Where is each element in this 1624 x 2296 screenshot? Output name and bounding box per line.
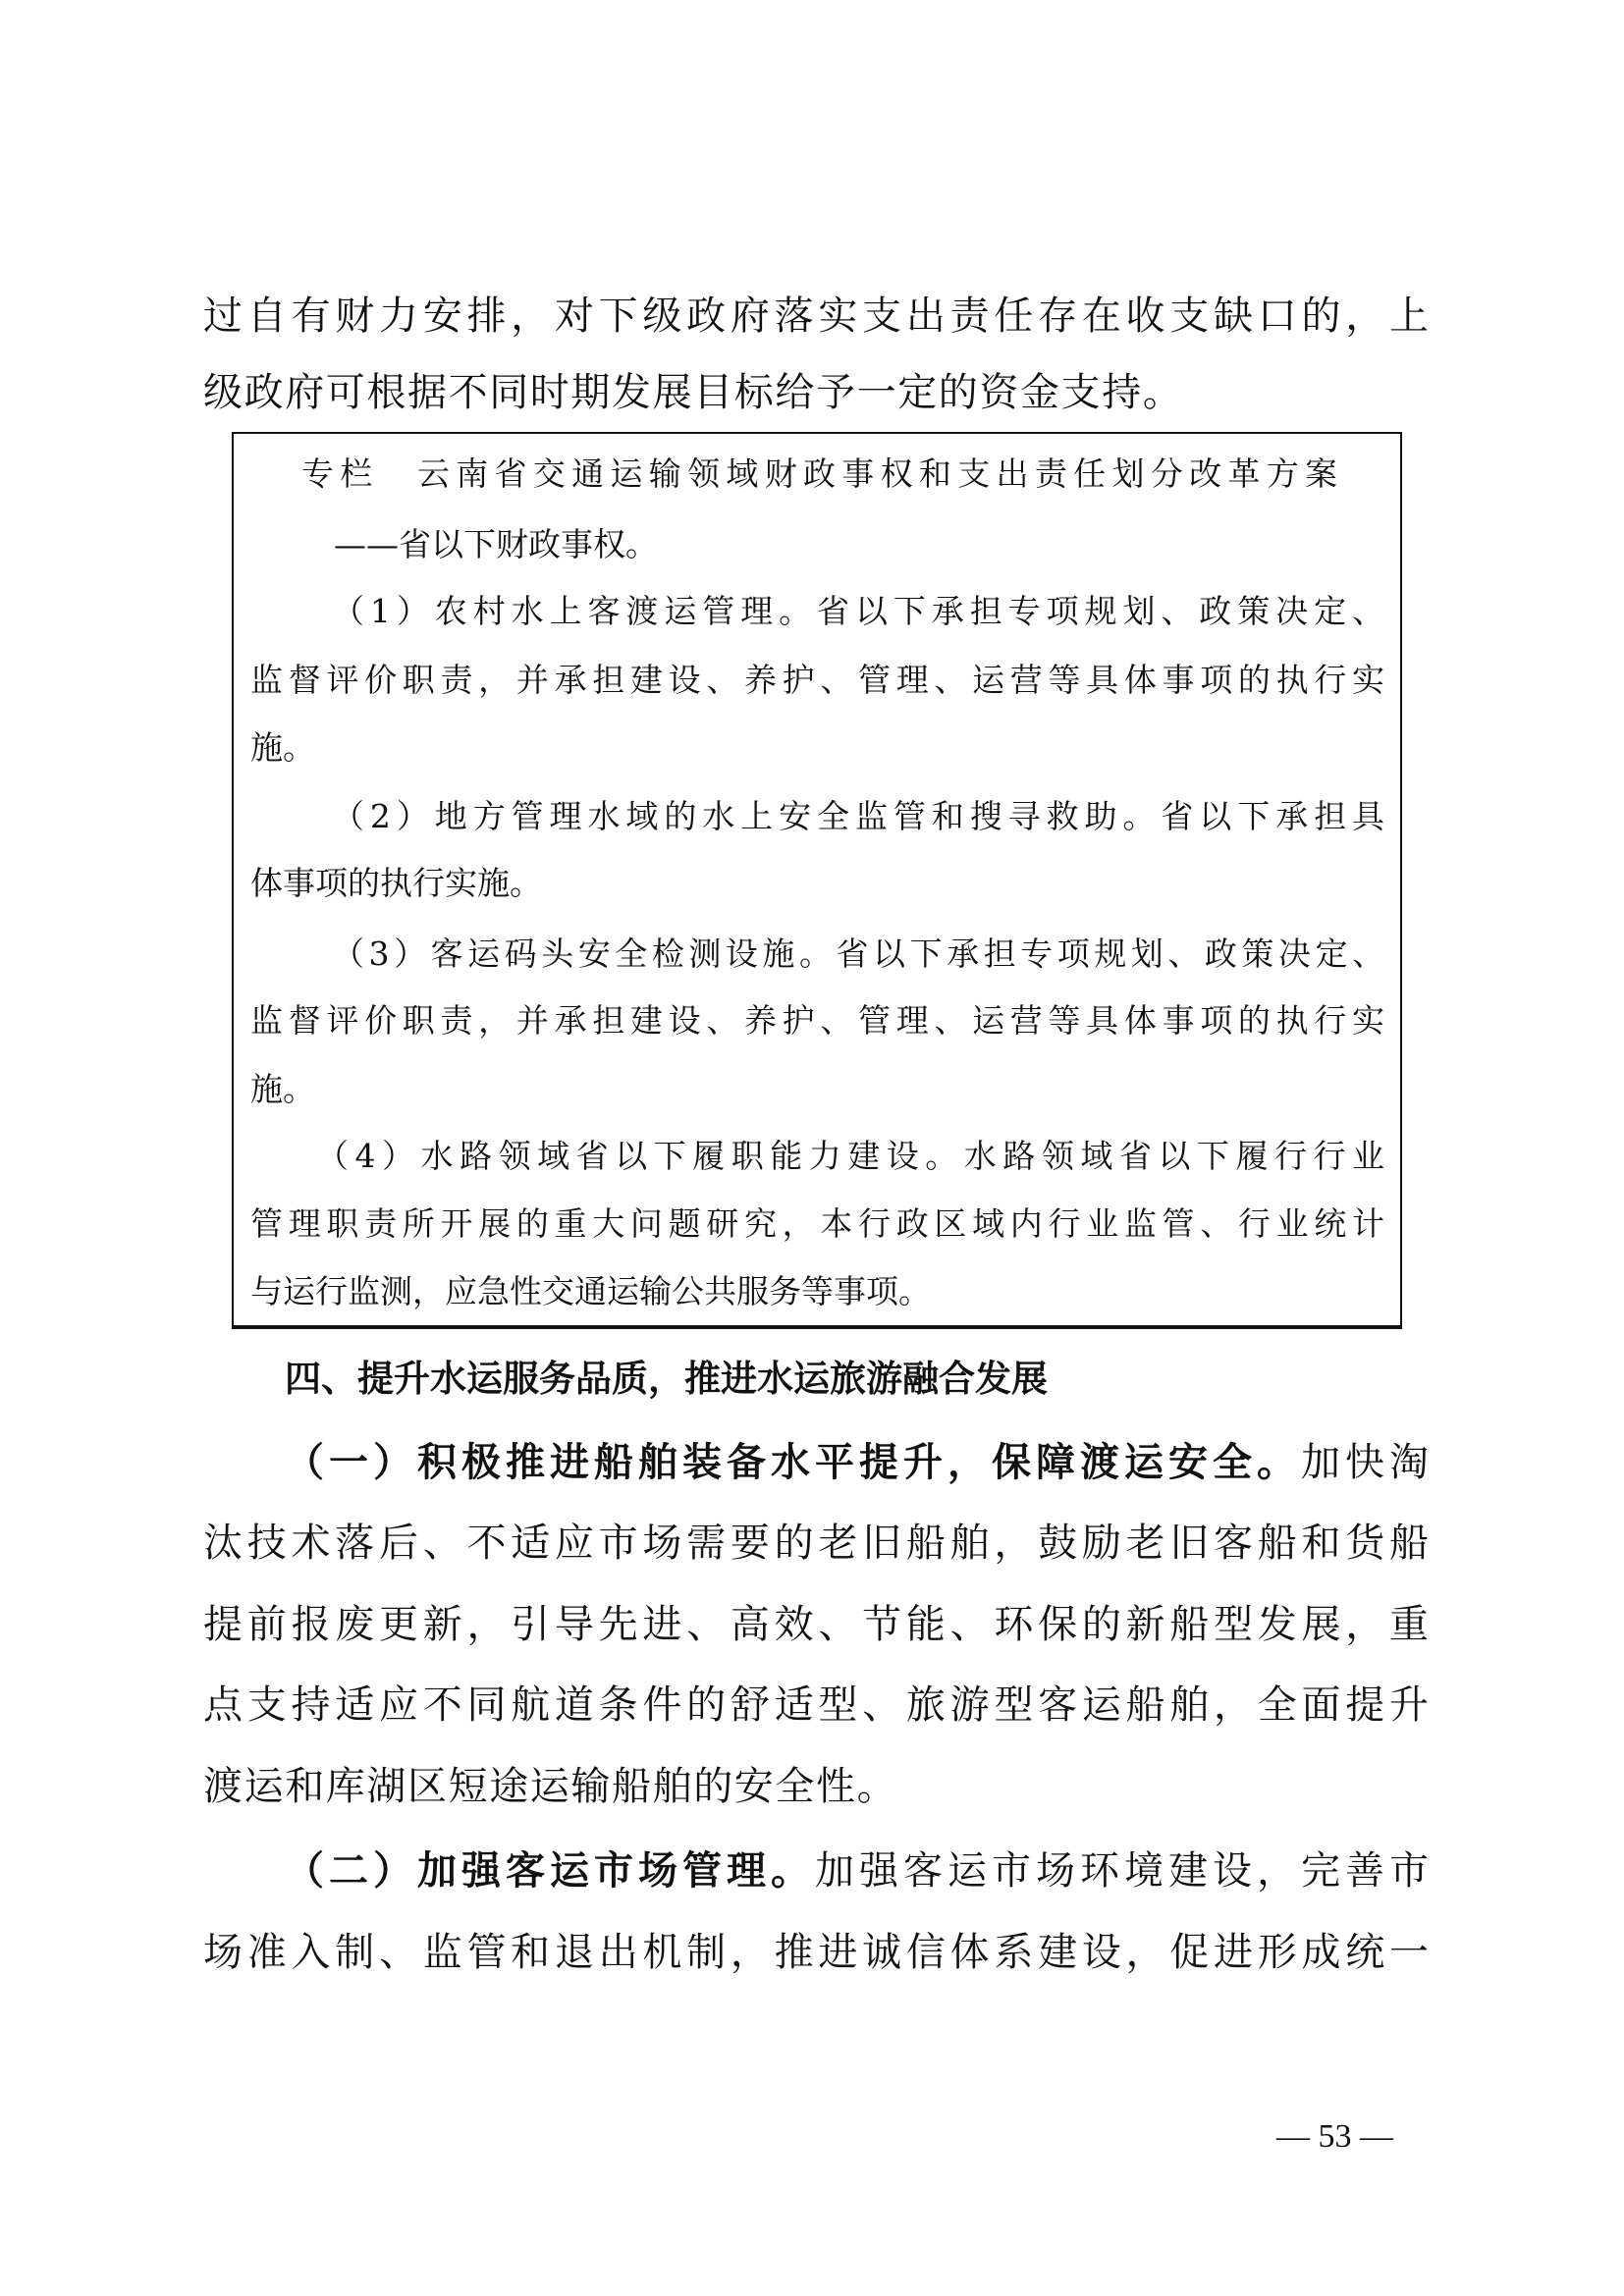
paragraph-line: 汰技术落后、不适应市场需要的老旧船舶，鼓励老旧客船和货船 [203, 1521, 1429, 1566]
paragraph-line: 提前报废更新，引导先进、高效、节能、环保的新船型发展，重 [203, 1602, 1429, 1647]
box-line: 施。 [250, 1070, 315, 1108]
page-number: — 53 — [1276, 2118, 1393, 2155]
box-line: 监督评价职责，并承担建设、养护、管理、运营等具体事项的执行实 [250, 1001, 1384, 1040]
paragraph-line: 场准入制、监管和退出机制，推进诚信体系建设，促进形成统一 [203, 1930, 1429, 1975]
box-line: （4）水路领域省以下履职能力建设。水路领域省以下履行行业 [316, 1137, 1384, 1175]
box-line: （2）地方管理水域的水上安全监管和搜寻救助。省以下承担具 [332, 797, 1384, 835]
box-line: 与运行监测，应急性交通运输公共服务等事项。 [250, 1272, 931, 1310]
box-line: 监督评价职责，并承担建设、养护、管理、运营等具体事项的执行实 [250, 661, 1384, 699]
box-line: （1）农村水上客渡运管理。省以下承担专项规划、政策决定、 [332, 592, 1384, 630]
body-line: 过自有财力安排，对下级政府落实支出责任存在收支缺口的，上 [203, 294, 1429, 339]
box-subtitle: ——省以下财政事权。 [334, 525, 658, 563]
paragraph-line: 点支持适应不同航道条件的舒适型、旅游型客运船舶，全面提升 [203, 1682, 1429, 1728]
paragraph-line [285, 1440, 1429, 1485]
paragraph-line [285, 1848, 1429, 1894]
box-line: 体事项的执行实施。 [250, 864, 542, 902]
box-line: （3）客运码头安全检测设施。省以下承担专项规划、政策决定、 [332, 934, 1384, 973]
paragraph-text: 加强客运市场环境建设，完善市 [815, 1848, 1429, 1894]
box-title: 专栏 云南省交通运输领域财政事权和支出责任划分改革方案 [301, 454, 1337, 493]
paragraph-line: 渡运和库湖区短途运输船舶的安全性。 [203, 1764, 898, 1809]
section-heading: 四、提升水运服务品质，推进水运旅游融合发展 [285, 1358, 1048, 1400]
box-line: 管理职责所开展的重大问题研究，本行政区域内行业监管、行业统计 [250, 1204, 1384, 1243]
paragraph-lead: （一）积极推进船舶装备水平提升，保障渡运安全。 [285, 1440, 1301, 1485]
body-line: 级政府可根据不同时期发展目标给予一定的资金支持。 [203, 370, 1184, 415]
box-line: 施。 [250, 728, 315, 767]
paragraph-lead: （二）加强客运市场管理。 [285, 1848, 815, 1894]
paragraph-text: 加快淘 [1301, 1440, 1429, 1485]
